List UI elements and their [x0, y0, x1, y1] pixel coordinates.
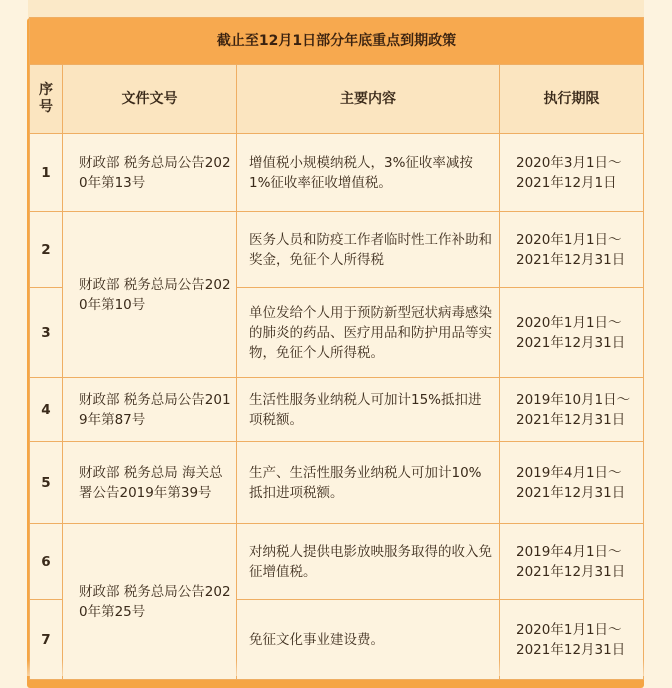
title-row	[30, 18, 644, 65]
header-seq-label: 序号	[39, 82, 53, 115]
row-seq: 3	[30, 288, 63, 378]
top-background-strip	[28, 0, 644, 18]
row-period: 2020年1月1日～ 2021年12月31日	[500, 212, 644, 288]
header-period: 执行期限	[500, 65, 644, 134]
row-period: 2019年10月1日～ 2021年12月31日	[500, 378, 644, 442]
row-doc: 财政部 税务总局 海关总署公告2019年第39号	[63, 442, 237, 524]
table-row	[30, 134, 644, 212]
header-seq	[30, 65, 63, 134]
row-period: 2020年3月1日～ 2021年12月1日	[500, 134, 644, 212]
row-doc: 财政部 税务总局公告2020年第13号	[63, 134, 237, 212]
row-content: 医务人员和防疫工作者临时性工作补助和奖金，免征个人所得税	[237, 212, 500, 288]
row-content: 单位发给个人用于预防新型冠状病毒感染的肺炎的药品、医疗用品和防护用品等实物，免征个人所得税。	[237, 288, 500, 378]
row-period: 2020年1月1日～ 2021年12月31日	[500, 600, 644, 680]
table-row	[30, 442, 644, 524]
row-content: 生活性服务业纳税人可加计15%抵扣进项税额。	[237, 378, 500, 442]
table-title: 截止至12月1日部分年底重点到期政策	[30, 18, 644, 65]
row-content: 免征文化事业建设费。	[237, 600, 500, 680]
row-period: 2019年4月1日～ 2021年12月31日	[500, 524, 644, 600]
row-content: 增值税小规模纳税人，3%征收率减按1%征收率征收增值税。	[237, 134, 500, 212]
table-row	[30, 378, 644, 442]
policy-table	[29, 17, 644, 680]
row-period: 2019年4月1日～ 2021年12月31日	[500, 442, 644, 524]
row-doc: 财政部 税务总局公告2020年第25号	[63, 524, 237, 680]
row-period: 2020年1月1日～ 2021年12月31日	[500, 288, 644, 378]
row-content: 生产、生活性服务业纳税人可加计10%抵扣进项税额。	[237, 442, 500, 524]
row-seq: 5	[30, 442, 63, 524]
row-doc: 财政部 税务总局公告2019年第87号	[63, 378, 237, 442]
row-seq: 4	[30, 378, 63, 442]
row-seq: 7	[30, 600, 63, 680]
header-content: 主要内容	[237, 65, 500, 134]
header-doc: 文件文号	[63, 65, 237, 134]
header-row	[30, 65, 644, 134]
row-content: 对纳税人提供电影放映服务取得的收入免征增值税。	[237, 524, 500, 600]
table-row	[30, 212, 644, 288]
row-seq: 2	[30, 212, 63, 288]
row-doc: 财政部 税务总局公告2020年第10号	[63, 212, 237, 378]
table-row	[30, 524, 644, 600]
row-seq: 6	[30, 524, 63, 600]
row-seq: 1	[30, 134, 63, 212]
